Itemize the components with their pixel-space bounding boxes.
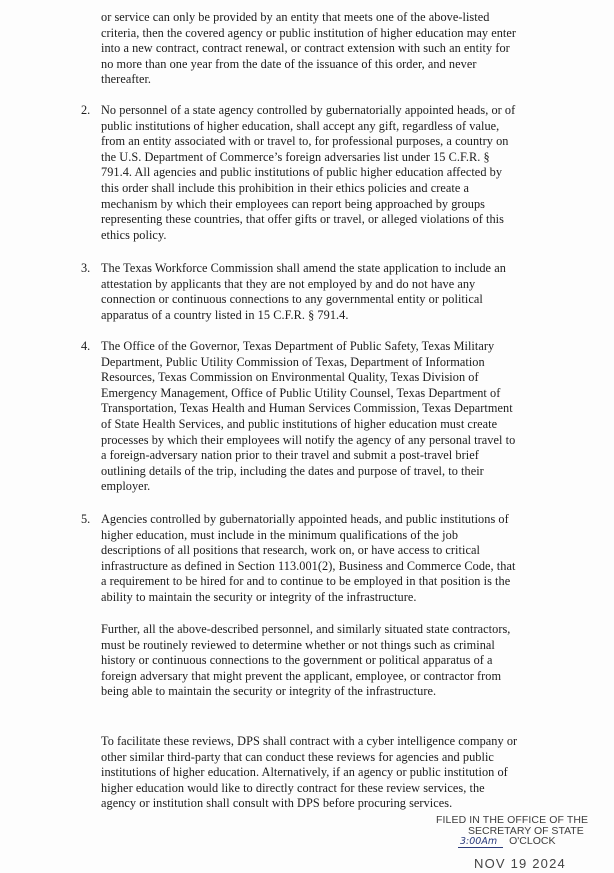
stamp-secretary-line: SECRETARY OF STATE: [468, 825, 584, 837]
item-number-3: 3.: [81, 261, 91, 275]
item-5-paragraph: Agencies controlled by gubernatorially appointed heads, and public institutions of higher education, must include in the minimum qualifications of the job descriptions of all positions that research, work on, or have access to critical infrastructure as defined in Section 113.001(2), Business and Commerce Code, that a requirement to be hired for and to continue to be employed in that position is the ability to maintain the security or integrity of the infrastructure.: [101, 512, 516, 604]
filed-stamp: [436, 814, 606, 872]
further-paragraph: Further, all the above-described personnel, and similarly situated state contractors, must be routinely reviewed to determine whether or not things such as criminal history or continuous connections to the government or political apparatus of a foreign adversary that might prevent the applicant, employee, or contractor from being able to maintain the security or integrity of the infrastructure.: [101, 622, 511, 699]
item-2-paragraph: No personnel of a state agency controlled by gubernatorially appointed heads, or of public institutions of higher education, shall accept any gift, regardless of value, from an entity associated with or travel to, for professional purposes, a country on the U.S. Department of Commerce’s foreign adversaries list under 15 C.F.R. § 791.4. All agencies and public institutions of public higher education affected by this order shall include this prohibition in their ethics policies and create a mechanism by which their employees can report being approached by groups representing these countries, that offer gifts or travel, or alleged violations of this ethics policy.: [101, 103, 516, 242]
intro-paragraph: or service can only be provided by an entity that meets one of the above-listed criteria, then the covered agency or public institution of higher education may enter into a new contract, contract renewal, or contract extension with such an entity for no more than one year from the date of the issuance of this order, and never thereafter.: [101, 10, 517, 87]
stamp-handwritten-time: 3:00Am: [458, 836, 503, 848]
item-number-4: 4.: [81, 339, 91, 353]
item-number-5: 5.: [81, 512, 91, 526]
item-4-paragraph: The Office of the Governor, Texas Department of Public Safety, Texas Military Department, Public Utility Commission of Texas, Department of Information Resources, Texas Commission on Environmental Quality, Texas Division of Emergency Management, Office of Public Utility Counsel, Texas Department of Transportation, Texas Health and Human Services Commission, Texas Department of State Health Services, and public institutions of higher education must create processes by which their employees will notify the agency of any personal travel to a foreign-adversary nation prior to their travel and submit a post-travel brief outlining details of the trip, including the dates and purpose of travel, to their employer.: [101, 339, 516, 494]
stamp-time-line: [458, 835, 555, 848]
item-number-2: 2.: [81, 103, 91, 117]
item-3-paragraph: The Texas Workforce Commission shall amend the state application to include an attestation by applicants that they are not employed by and do not have any connection or continuous connections to any governmental entity or political apparatus of a country listed in 15 C.F.R. § 791.4.: [101, 261, 506, 322]
stamp-date: NOV 19 2024: [474, 856, 566, 871]
stamp-filed-line: FILED IN THE OFFICE OF THE: [436, 814, 589, 826]
stamp-oclock: O'CLOCK: [509, 835, 556, 847]
facilitate-paragraph: To facilitate these reviews, DPS shall contract with a cyber intelligence company or other similar third-party that can conduct these reviews for agencies and public institutions of higher education. Alternatively, if an agency or public institution of higher education would like to directly contract for these review services, the agency or institution shall consult with DPS before procuring services.: [101, 734, 518, 811]
